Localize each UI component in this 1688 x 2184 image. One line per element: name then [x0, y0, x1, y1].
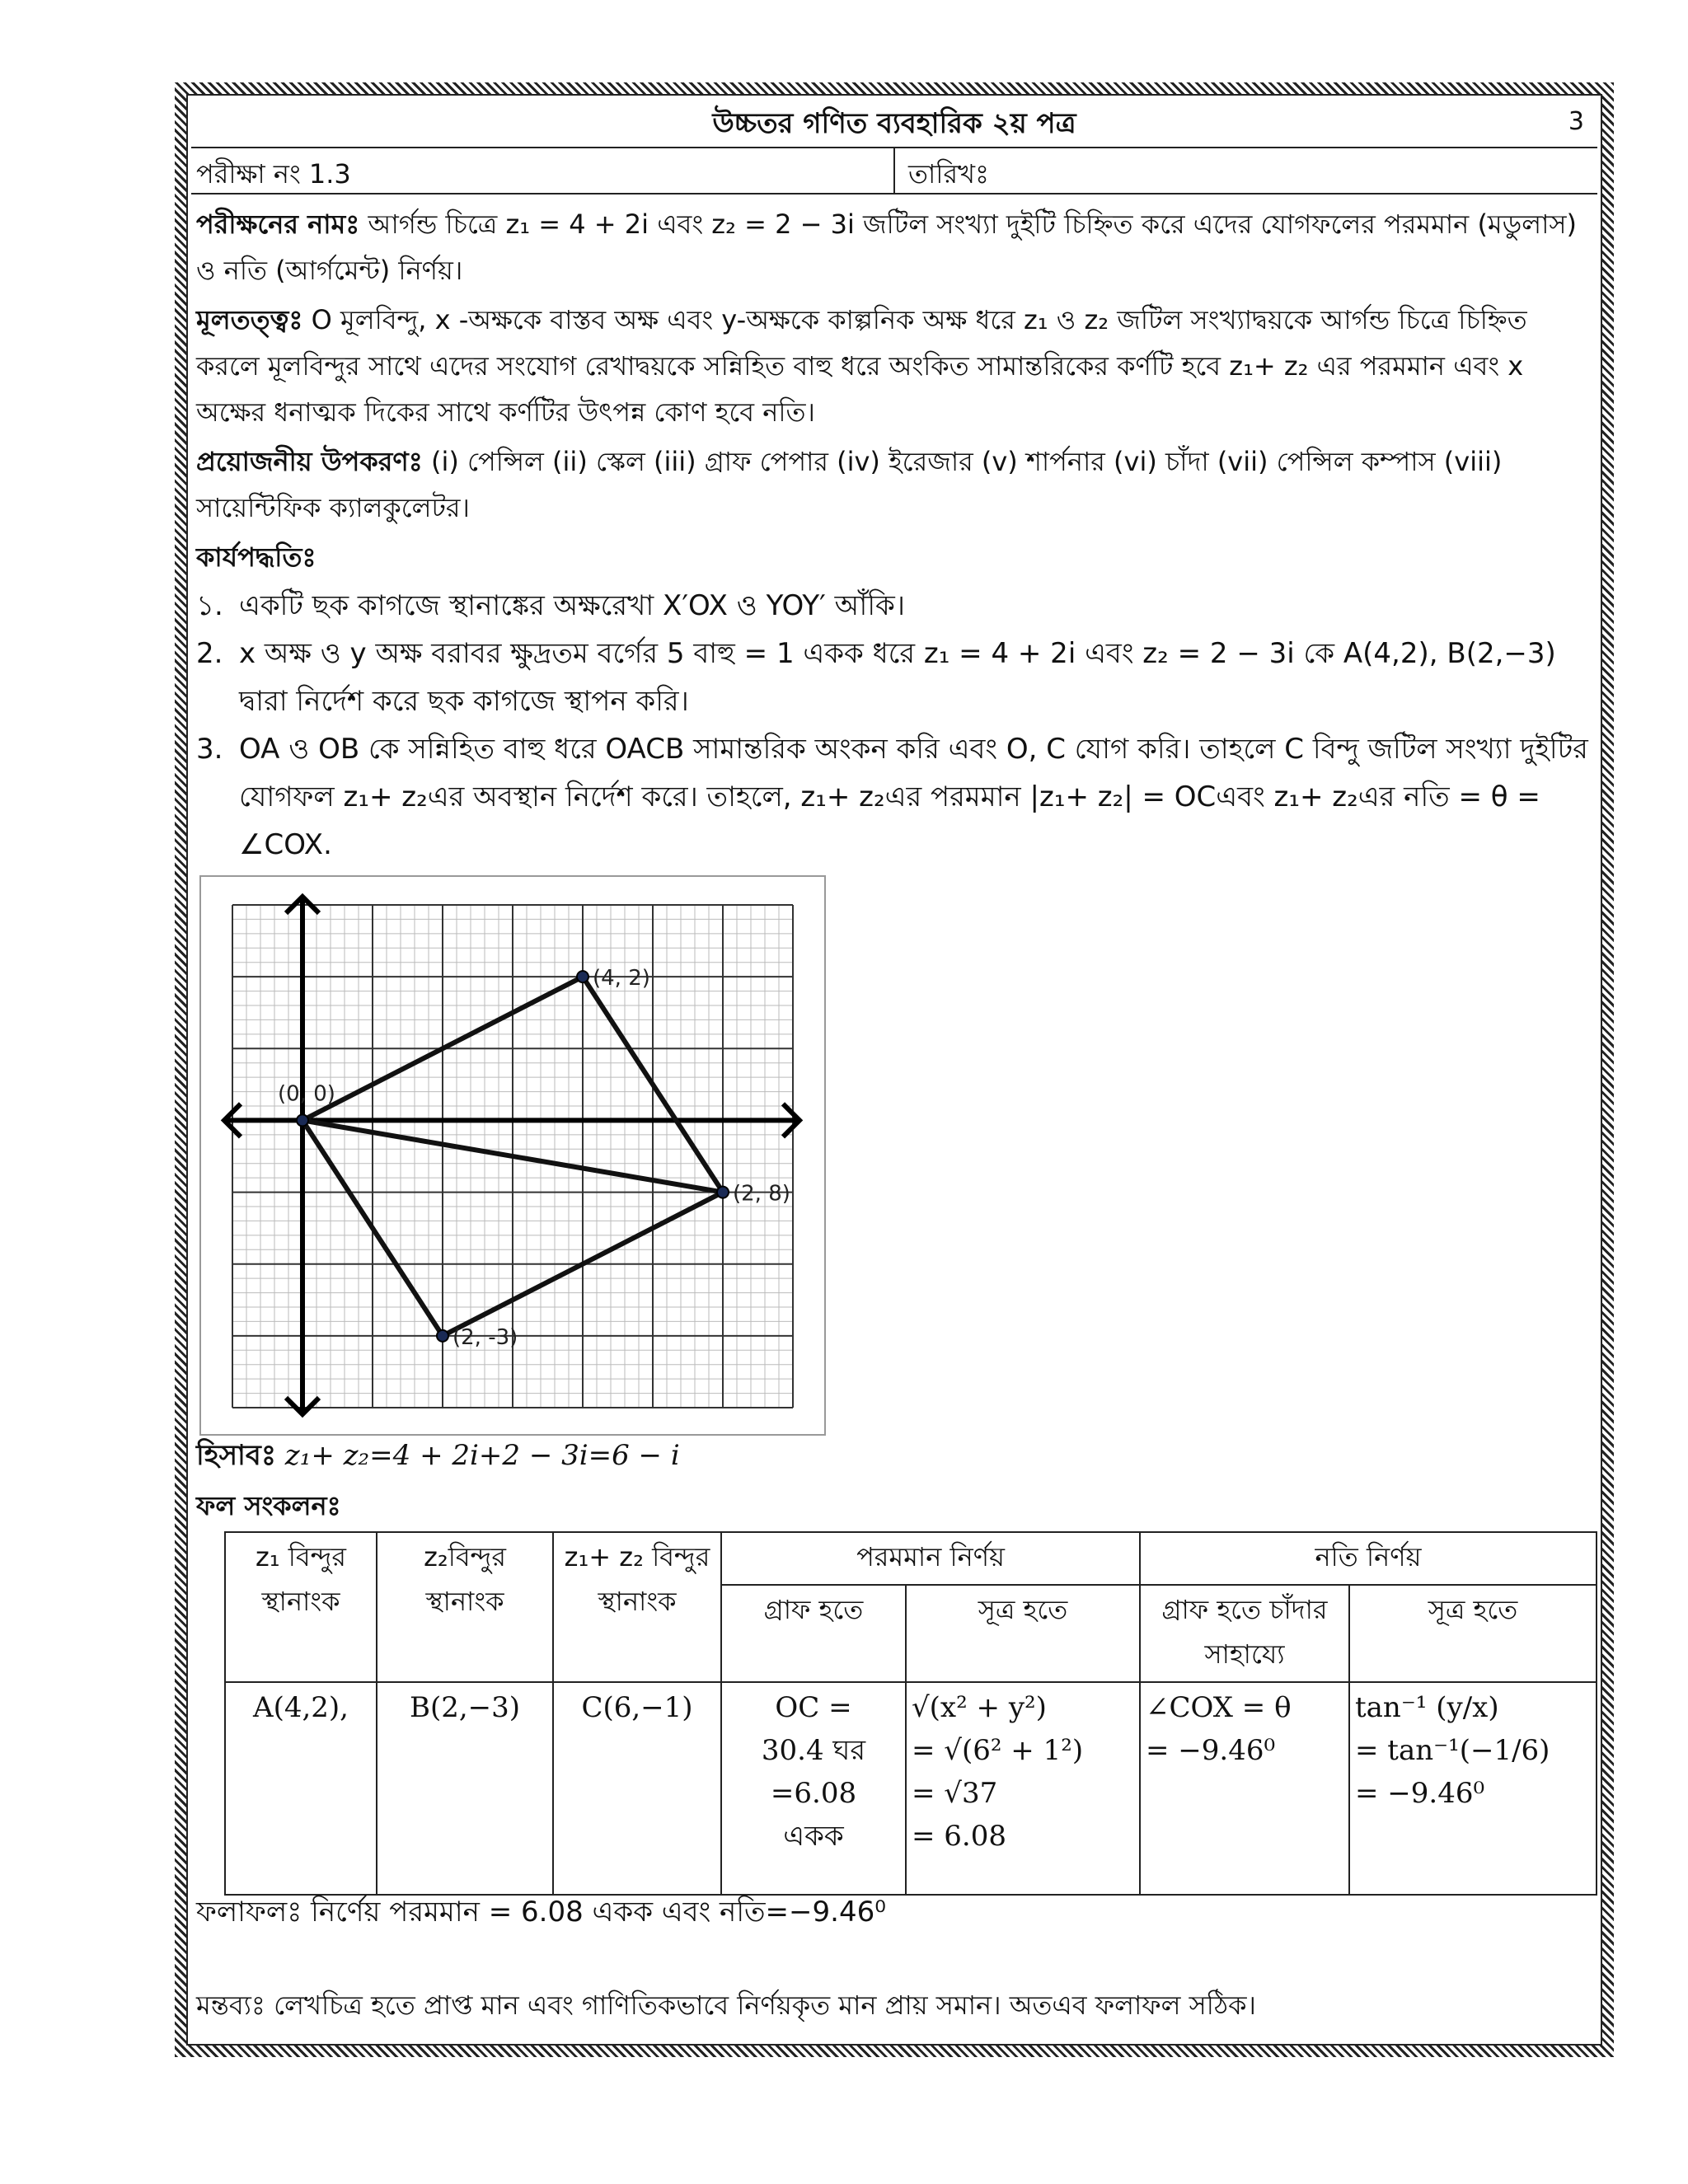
step-number: 2. — [196, 637, 223, 670]
step-text: x অক্ষ ও y অক্ষ বরাবর ক্ষুদ্রতম বর্গের 5 বাহু = 1 একক ধরে z₁ = 4 + 2i এবং z₂ = 2 − 3i কে A(4,2), B(2,−3) দ্বারা নির্দেশ করে ছক কাগজে স্থাপন করি। — [239, 637, 1556, 718]
cell-z1: A(4,2), — [225, 1682, 377, 1895]
header-mod-formula: সূত্র হতে — [906, 1585, 1140, 1682]
theory-text: O মূলবিন্দু, x -অক্ষকে বাস্তব অক্ষ এবং y-অক্ষকে কাল্পনিক অক্ষ ধরে z₁ ও z₂ জটিল সংখ্যাদ্বয়কে আর্গন্ড চিত্রে চিহ্নিত করলে মূলবিন্দুর সাথে এদের সংযোগ রেখাদ্বয়কে সন্নিহিত বাহু ধরে অংকিত সামান্তরিকের কর্ণটি হবে z₁+ z₂ এর পরমমান এবং x অক্ষের ধনাত্মক দিকের সাথে কর্ণটির উৎপন্ন কোণ হবে নতি। — [196, 304, 1527, 428]
results-label: ফল সংকলনঃ — [196, 1490, 341, 1521]
mod-formula-line: = √(6² + 1²) — [912, 1734, 1084, 1767]
cell-mod-graph — [721, 1682, 906, 1895]
mod-graph-line: OC = — [775, 1691, 852, 1724]
procedure-heading — [196, 534, 1589, 580]
argand-diagram — [199, 875, 826, 1436]
page-title: উচ্চতর গণিত ব্যবহারিক ২য় পত্র — [712, 107, 1076, 140]
date-label: তারিখঃ — [908, 158, 990, 190]
exam-number: পরীক্ষা নং 1.3 — [196, 158, 351, 190]
theory-label: মূলতত্ত্বঃ — [196, 304, 303, 335]
title-row — [191, 97, 1597, 148]
mod-formula-line: = 6.08 — [912, 1820, 1006, 1853]
calculation-text: z₁+ z₂=4 + 2i+2 − 3i=6 − i — [284, 1439, 680, 1472]
point-label: (4, 2) — [593, 966, 650, 991]
equipment-label: প্রয়োজনীয় উপকরণঃ — [196, 446, 423, 477]
procedure-steps — [196, 582, 1589, 869]
theory — [196, 297, 1589, 435]
calculation-label: হিসাবঃ — [196, 1439, 276, 1472]
remark: মন্তব্যঃ লেখচিত্র হতে প্রাপ্ত মান এবং গাণিতিকভাবে নির্ণয়কৃত মান প্রায় সমান। অতএব ফলাফল সঠিক। — [196, 1990, 1256, 2021]
cell-mod-formula — [906, 1682, 1140, 1895]
procedure-label: কার্যপদ্ধতিঃ — [196, 541, 316, 573]
cell-sum: C(6,−1) — [553, 1682, 721, 1895]
info-divider — [893, 147, 895, 193]
step-text: OA ও OB কে সন্নিহিত বাহু ধরে OACB সামান্তরিক অংকন করি এবং O, C যোগ করি। তাহলে C বিন্দু জটিল সংখ্যা দুইটির যোগফল z₁+ z₂এর অবস্থান নির্দেশ করে। তাহলে, z₁+ z₂এর পরমমান |z₁+ z₂| = OCএবং z₁+ z₂এর নতি = θ = ∠COX. — [239, 733, 1588, 861]
arg-formula-line: tan⁻¹ (y/x) — [1355, 1691, 1499, 1724]
step-number: ১. — [196, 589, 223, 622]
calculation — [196, 1434, 680, 1481]
point-label: (0, 0) — [278, 1081, 335, 1107]
experiment-name — [196, 201, 1589, 293]
equipment — [196, 438, 1589, 531]
arg-formula-line: = −9.46⁰ — [1355, 1777, 1485, 1810]
header-arg-graph: গ্রাফ হতে চাঁদার সাহায্যে — [1140, 1585, 1349, 1682]
procedure-step — [196, 582, 1589, 630]
header-argument: নতি নির্ণয় — [1140, 1532, 1597, 1585]
data-point — [577, 971, 588, 982]
arg-graph-line: ∠COX = θ — [1146, 1691, 1292, 1724]
arg-formula-line: = tan⁻¹(−1/6) — [1355, 1734, 1550, 1767]
experiment-name-label: পরীক্ষনের নামঃ — [196, 209, 360, 240]
header-arg-formula: সূত্র হতে — [1349, 1585, 1597, 1682]
final-result: ফলাফলঃ নির্ণেয় পরমমান = 6.08 একক এবং নতি=−9.46⁰ — [196, 1896, 886, 1929]
step-number: 3. — [196, 733, 223, 766]
header-modulus: পরমমান নির্ণয় — [721, 1532, 1140, 1585]
point-label: (2, -3) — [452, 1324, 518, 1350]
equipment-text: (i) পেন্সিল (ii) স্কেল (iii) গ্রাফ পেপার (iv) ইরেজার (v) শার্পনার (vi) চাঁদা (vii) পেন্সিল কম্পাস (viii) সায়েন্টিফিক ক্যালকুলেটর। — [196, 446, 1503, 523]
point-label: (2, 8) — [733, 1181, 790, 1207]
cell-z2: B(2,−3) — [377, 1682, 553, 1895]
experiment-name-text: আর্গন্ড চিত্রে z₁ = 4 + 2i এবং z₂ = 2 − 3i জটিল সংখ্যা দুইটি চিহ্নিত করে এদের যোগফলের পরমমান (মডুলাস) ও নতি (আর্গমেন্ট) নির্ণয়। — [196, 209, 1577, 286]
mod-graph-line: 30.4 ঘর — [761, 1734, 866, 1767]
procedure-step — [196, 725, 1589, 869]
arg-graph-line: = −9.46⁰ — [1146, 1734, 1276, 1767]
step-text: একটি ছক কাগজে স্থানাঙ্কের অক্ষরেখা X′OX ও YOY′ আঁকি। — [239, 589, 906, 622]
header-z1: z₁ বিন্দুর স্থানাংক — [225, 1532, 377, 1682]
cell-arg-formula — [1349, 1682, 1597, 1895]
page-number: 3 — [1568, 107, 1584, 136]
argand-svg — [201, 877, 824, 1434]
data-point — [717, 1187, 729, 1198]
mod-formula-line: = √37 — [912, 1777, 998, 1810]
mod-graph-line: =6.08 — [770, 1777, 857, 1810]
mod-graph-line: একক — [783, 1820, 844, 1853]
data-point — [297, 1114, 308, 1126]
cell-arg-graph — [1140, 1682, 1349, 1895]
info-row — [191, 147, 1597, 194]
procedure-step — [196, 630, 1589, 725]
header-sum: z₁+ z₂ বিন্দুর স্থানাংক — [553, 1532, 721, 1682]
results-table — [224, 1531, 1597, 1896]
header-mod-graph: গ্রাফ হতে — [721, 1585, 906, 1682]
header-z2: z₂বিন্দুর স্থানাংক — [377, 1532, 553, 1682]
mod-formula-line: √(x² + y²) — [912, 1691, 1047, 1724]
data-point — [437, 1330, 448, 1342]
